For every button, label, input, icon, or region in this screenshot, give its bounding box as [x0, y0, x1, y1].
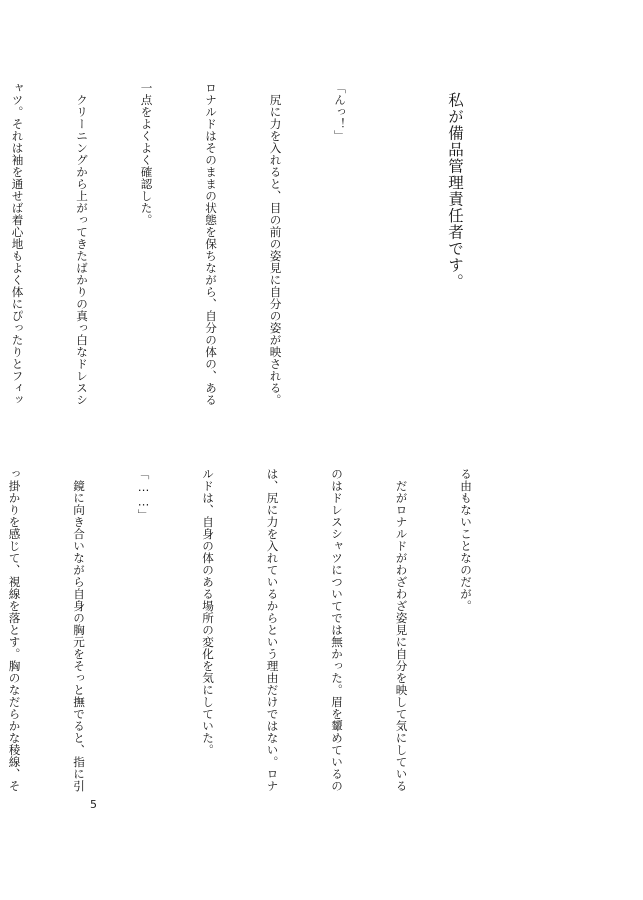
text-line: ロナルドはそのままの状態を保ちながら、自分の体の、ある [204, 82, 218, 406]
text-line: 「……」 [136, 468, 151, 521]
text-line: だがロナルドがわざわざ姿見に自分を映して気にしている [394, 468, 409, 792]
text-line: ルドは、自身の体のある場所の変化を気にしていた。 [201, 468, 215, 756]
text-line: 「んっ！」 [333, 82, 347, 142]
text-line: ャツ。それは袖を通せば着心地もよく体にぴったりとフィッ [10, 82, 25, 406]
text-line: る由もないことなのだが。 [459, 468, 473, 612]
body-text-upper [0, 82, 393, 412]
text-line: っ掛かりを感じて、視線を落とす。胸のなだらかな稜線、そ [7, 468, 22, 792]
text-line: クリーニングから上がってきたばかりの真っ白なドレスシ [75, 82, 89, 406]
page-number: 5 [90, 798, 97, 811]
text-line: のはドレスシャツについてでは無かった。眉を顰めているの [330, 468, 344, 792]
body-text-lower [0, 468, 519, 798]
text-line: 一点をよくよく確認した。 [139, 82, 154, 226]
chapter-title: 私が備品管理責任者です。 [446, 92, 464, 290]
text-line: 尻に力を入れると、目の前の姿見に自分の姿が映される。 [268, 82, 283, 406]
text-line: 鏡に向き合いながら自身の胸元をそっと撫でると、指に引 [72, 468, 86, 792]
text-line: は、尻に力を入れているからという理由だけではない。ロナ [265, 468, 280, 792]
